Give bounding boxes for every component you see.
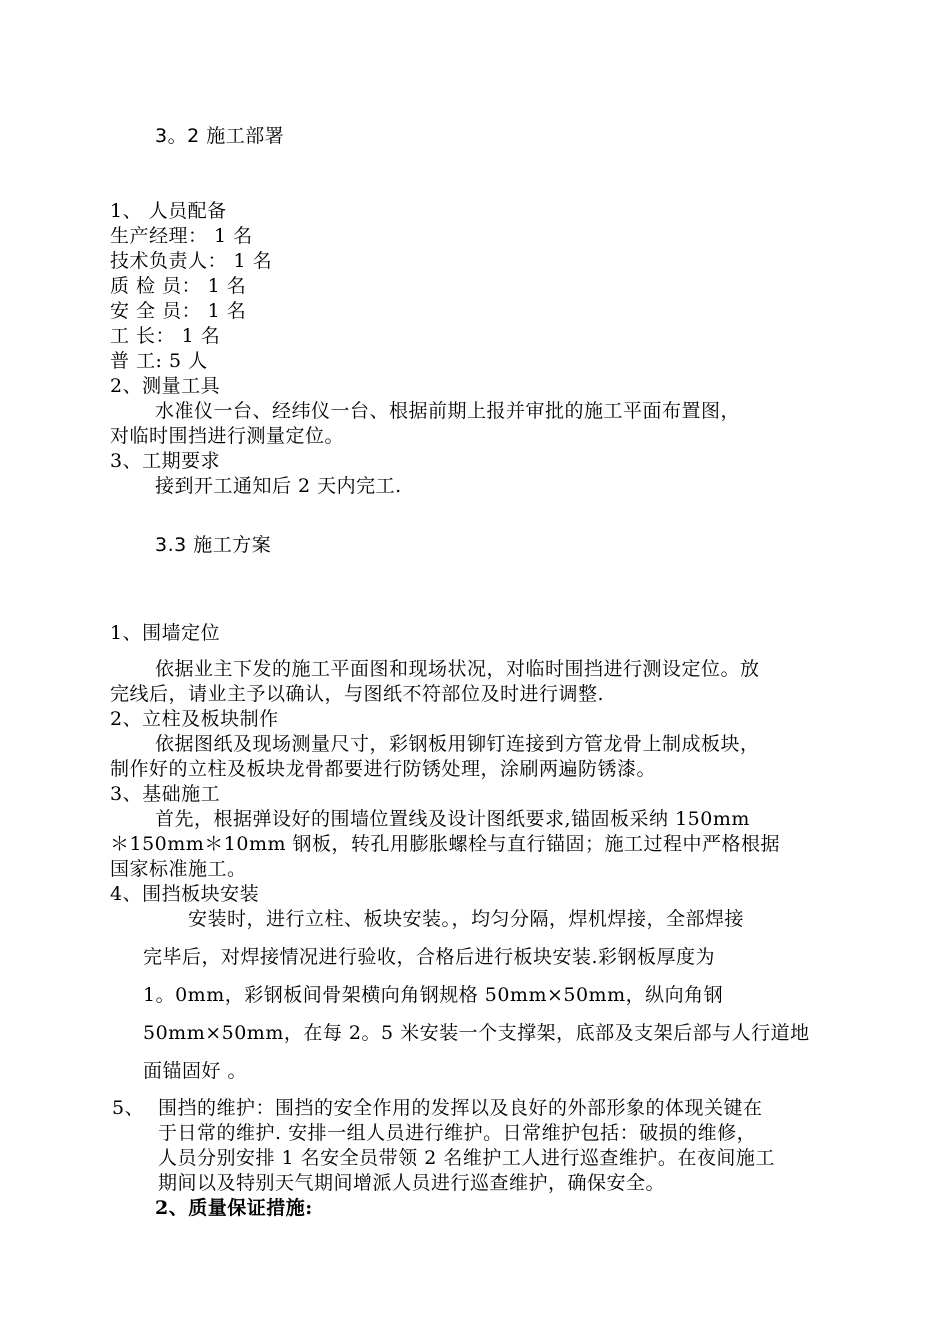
item-text: ＊150mm＊10mm 钢板，转孔用膨胀螺栓与直行锚固；施工过程中严格根据 (110, 833, 781, 855)
personnel-row: 技术负责人： 1 名 (110, 250, 273, 272)
personnel-row: 工 长： 1 名 (110, 325, 221, 347)
item-text: 期间以及特别天气期间增派人员进行巡查维护，确保安全。 (158, 1172, 666, 1194)
item-text: 制作好的立柱及板块龙骨都要进行防锈处理，涂刷两遍防锈漆。 (110, 758, 657, 780)
section-title-3-2: 3。2 施工部署 (155, 125, 285, 147)
tools-text: 对临时围挡进行测量定位。 (110, 425, 345, 447)
item-text: 依据图纸及现场测量尺寸，彩钢板用铆钉连接到方管龙骨上制成板块， (155, 733, 760, 755)
personnel-row: 安 全 员： 1 名 (110, 300, 247, 322)
schedule-text: 接到开工通知后 2 天内完工. (155, 475, 402, 497)
item-text: 人员分别安排 1 名安全员带领 2 名维护工人进行巡查维护。在夜间施工 (158, 1147, 775, 1169)
item-number: 5、 (112, 1097, 145, 1119)
item-heading: 3、基础施工 (110, 783, 221, 805)
item-text: 面锚固好 。 (143, 1060, 248, 1082)
personnel-row: 普 工: 5 人 (110, 350, 208, 372)
item-text: 完线后，请业主予以确认，与图纸不符部位及时进行调整. (110, 683, 605, 705)
item-heading: 1、围墙定位 (110, 622, 221, 644)
quality-heading: 2、质量保证措施: (155, 1197, 313, 1219)
item-text: 于日常的维护. 安排一组人员进行维护。日常维护包括：破损的维修， (158, 1122, 757, 1144)
tools-text: 水准仪一台、经纬仪一台、根据前期上报并审批的施工平面布置图， (155, 400, 741, 422)
personnel-heading: 1、 人员配备 (110, 200, 227, 222)
item-text: 50mm×50mm，在每 2。5 米安装一个支撑架，底部及支架后部与人行道地 (143, 1022, 810, 1044)
section-title-3-3: 3.3 施工方案 (155, 534, 272, 556)
personnel-row: 质 检 员： 1 名 (110, 275, 247, 297)
item-text: 依据业主下发的施工平面图和现场状况，对临时围挡进行测设定位。放 (155, 658, 760, 680)
schedule-heading: 3、工期要求 (110, 450, 221, 472)
tools-heading: 2、测量工具 (110, 375, 221, 397)
item-text: 安装时，进行立柱、板块安装。，均匀分隔，焊机焊接，全部焊接 (188, 908, 745, 930)
item-text: 1。0mm，彩钢板间骨架横向角钢规格 50mm×50mm，纵向角钢 (143, 984, 724, 1006)
item-text: 首先，根据弹设好的围墙位置线及设计图纸要求,锚固板采纳 150mm (155, 808, 750, 830)
item-heading: 4、围挡板块安装 (110, 883, 260, 905)
item-heading: 2、立柱及板块制作 (110, 708, 279, 730)
item-text: 完毕后，对焊接情况进行验收，合格后进行板块安装.彩钢板厚度为 (143, 946, 716, 968)
personnel-row: 生产经理： 1 名 (110, 225, 253, 247)
item-text: 国家标准施工。 (110, 858, 247, 880)
item-text: 围挡的维护：围挡的安全作用的发挥以及良好的外部形象的体现关键在 (158, 1097, 763, 1119)
